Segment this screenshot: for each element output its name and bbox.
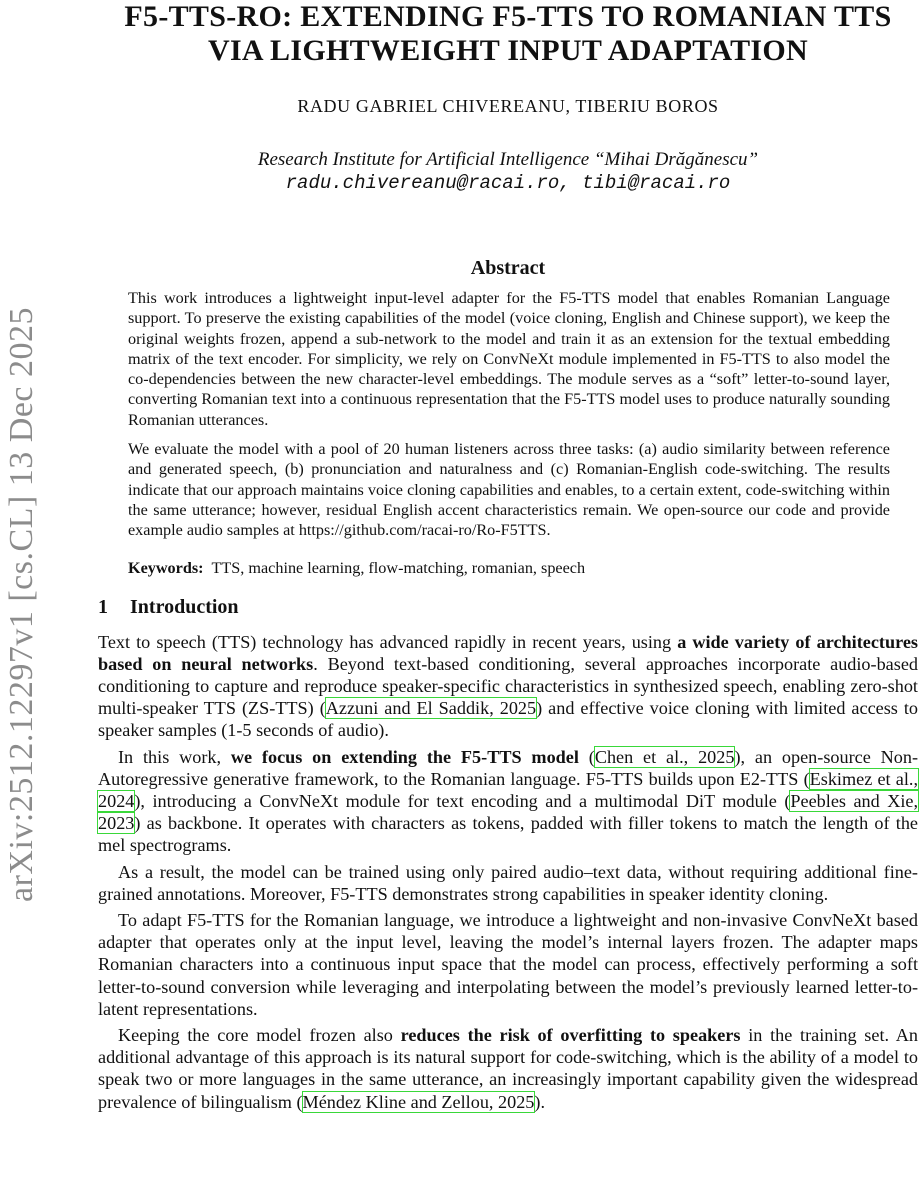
intro-paragraph-1 xyxy=(98,631,918,742)
text-run: Text to speech (TTS) technology has advanced rapidly in recent years, using xyxy=(98,631,678,652)
text-run: ), introducing a ConvNeXt module for text encoding and a multimodal DiT module ( xyxy=(134,790,791,811)
citation-link[interactable]: Méndez Kline and Zellou, 2025 xyxy=(302,1091,535,1112)
text-run: ). xyxy=(534,1091,545,1112)
intro-paragraph-4: To adapt F5-TTS for the Romanian language, we introduce a lightweight and non-invasive ConvNeXt based adapter that operates only at the input level, leaving the model’s internal layers frozen. The adapter maps Romanian characters into a continuous input space that the model can process, effectively performing a soft letter-to-sound conversion while leveraging and interpolating between the model’s previously learned letter-to-latent representations. xyxy=(98,910,918,1019)
section-number: 1 xyxy=(98,595,108,618)
authors: RADU GABRIEL CHIVEREANU, TIBERIU BOROS xyxy=(297,96,719,116)
abstract-body xyxy=(128,288,890,541)
arxiv-side-identifier xyxy=(2,262,42,902)
section-heading xyxy=(98,596,918,619)
paper-page xyxy=(98,0,918,1200)
abstract-paragraph-2: We evaluate the model with a pool of 20 human listeners across three tasks: (a) audio similarity between reference and generated speech, (b) pronunciation and naturalness and (c) Romanian-English code-switching. The results indicate that our approach maintains voice cloning capabilities and enables, to a certain extent, code-switching within the same utterance; however, residual English accent characteristics remain. We open-source our code and provide example audio samples at https://github.com/racai-ro/Ro-F5TTS. xyxy=(128,440,890,540)
text-run: Keeping the core model frozen also xyxy=(118,1025,401,1046)
paper-title xyxy=(98,0,918,68)
citation-link[interactable]: Azzuni and El Saddik, 2025 xyxy=(325,698,537,719)
text-run: In this work, xyxy=(118,746,231,767)
text-run: ) and effective voice cloning with limited access to speaker samples (1-5 seconds of audio). xyxy=(98,698,918,741)
abstract-heading: Abstract xyxy=(470,257,546,279)
text-run: ( xyxy=(578,746,595,767)
citation-link[interactable]: Peebles and Xie, 2023 xyxy=(98,790,919,834)
text-run: ), an open-source Non-Autoregressive generative framework, to the Romanian language. F5-TTS builds upon E2-TTS ( xyxy=(98,746,918,789)
section-title: Introduction xyxy=(130,595,239,618)
arxiv-id-text: arXiv:2512.12297v1 [cs.CL] 13 Dec 2025 xyxy=(3,306,40,902)
emphasis-text: we focus on extending the F5-TTS model xyxy=(230,746,579,767)
title-line-2: VIA LIGHTWEIGHT INPUT ADAPTATION xyxy=(207,34,808,67)
keywords xyxy=(128,559,890,578)
emphasis-text: reduces the risk of overfitting to speakers xyxy=(400,1025,741,1046)
emphasis-text: a wide variety of architectures based on neural networks xyxy=(98,631,918,674)
text-run: . Beyond text-based conditioning, several approaches incorporate audio-based conditioning to capture and reproduce speaker-specific characteristics in synthesized speech, enabling zero-shot multi-speaker TTS (ZS-TTS) ( xyxy=(98,653,918,719)
intro-paragraph-2 xyxy=(98,746,918,857)
title-line-1: F5-TTS-RO: EXTENDING F5-TTS TO ROMANIAN TTS xyxy=(124,0,892,33)
citation-link[interactable]: Eskimez et al., 2024 xyxy=(98,768,918,811)
text-run: in the training set. An additional advantage of this approach is its natural support for code-switching, which is the ability of a model to speak two or more languages in the same utterance, an increasingly important capability given the widespread prevalence of bilingualism ( xyxy=(98,1025,918,1112)
intro-paragraph-5 xyxy=(98,1024,918,1113)
keywords-label: Keywords: xyxy=(128,558,204,577)
text-run: ) as backbone. It operates with characters as tokens, padded with filler tokens to match the length of the mel spectrograms. xyxy=(98,813,918,856)
affiliation: Research Institute for Artificial Intelligence “Mihai Drăgănescu” xyxy=(257,149,759,170)
citation-link[interactable]: Chen et al., 2025 xyxy=(594,746,735,767)
abstract-paragraph-1: This work introduces a lightweight input-level adapter for the F5-TTS model that enables Romanian Language support. To preserve the existing capabilities of the model (voice cloning, English and Chinese support), we keep the original weights frozen, append a sub-network to the model and train it as an extension for the textual embedding matrix of the text encoder. For simplicity, we rely on ConvNeXt module implemented in F5-TTS to also model the co-dependencies between the new character-level embeddings. The module serves as a “soft” letter-to-sound layer, converting Romanian text into a continuous representation that the F5-TTS model uses to produce naturally sounding Romanian utterances. xyxy=(128,289,890,429)
intro-paragraph-3: As a result, the model can be trained using only paired audio–text data, without requiring additional fine-grained annotations. Moreover, F5-TTS demonstrates strong capabilities in speaker identity cloning. xyxy=(98,861,918,904)
keywords-text: TTS, machine learning, flow-matching, romanian, speech xyxy=(211,558,586,577)
author-emails: radu.chivereanu@racai.ro, tibi@racai.ro xyxy=(285,172,731,194)
introduction-body xyxy=(98,631,918,1113)
affiliation-block xyxy=(98,149,918,195)
